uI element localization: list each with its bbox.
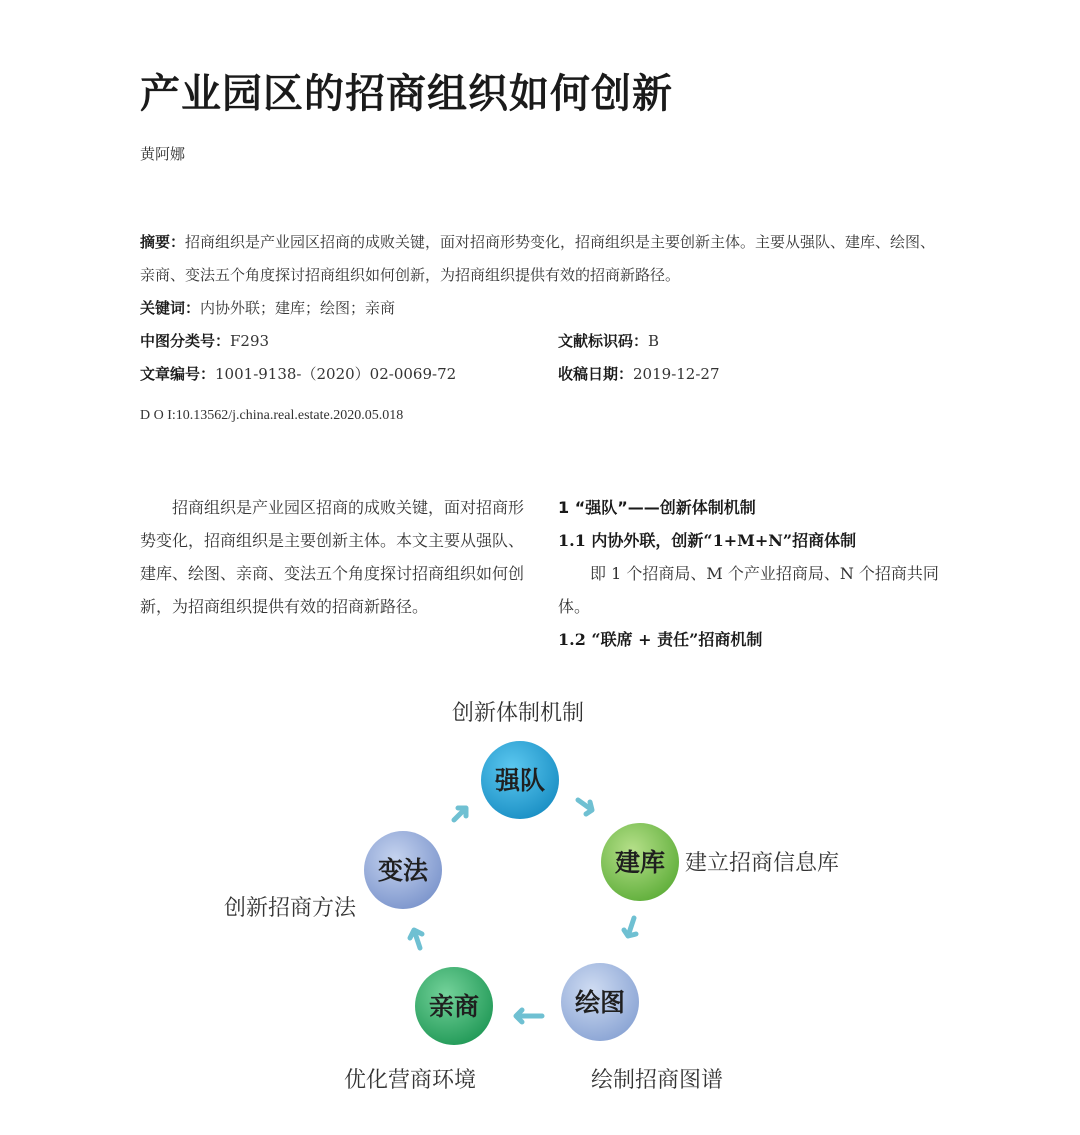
caption-draw-map: 绘制招商图谱 [590, 1068, 724, 1093]
cycle-arrow-icon [624, 918, 636, 936]
subsection-heading-1-1: 1.1 内协外联，创新“1+M+N”招商体制 [558, 531, 857, 550]
intro-paragraph: 招商组织是产业园区招商的成败关键，面对招商形势变化，招商组织是主要创新主体。本文主要从强队、建库、绘图、亲商、变法五个角度探讨招商组织如何创新，为招商组织提供有效的招商新路径。 [140, 498, 525, 616]
received-date-label: 收稿日期： [558, 365, 634, 383]
caption-strong-team: 创新体制机制 [451, 701, 585, 726]
node-label-strong-team: 强队 [494, 766, 546, 795]
classification-value: F293 [230, 332, 270, 350]
cycle-arrow-icon [578, 800, 592, 814]
section-heading-1: 1 “强队”——创新体制机制 [558, 498, 756, 517]
abstract [140, 226, 950, 292]
abstract-text: 招商组织是产业园区招商的成败关键，面对招商形势变化，招商组织是主要创新主体。主要从强队、建库、绘图、亲商、变法五个角度探讨招商组织如何创新，为招商组织提供有效的招商新路径。 [140, 233, 936, 284]
doc-code-value: B [648, 332, 660, 350]
cycle-arrow-icon [454, 808, 466, 820]
right-column [558, 491, 948, 656]
article-number-value: 1001-9138-（2020）02-0069-72 [215, 365, 457, 383]
cycle-diagram [200, 690, 880, 1110]
paragraph-1-1: 即 1 个招商局、M 个产业招商局、N 个招商共同体。 [558, 564, 939, 616]
meta-row-1 [140, 325, 950, 358]
caption-build-database: 建立招商信息库 [685, 851, 840, 876]
subsection-heading-1-2: 1.2 “联席 + 责任”招商机制 [558, 630, 763, 649]
keywords-label: 关键词： [140, 299, 201, 317]
abstract-label: 摘要： [140, 233, 186, 251]
doc-code [558, 325, 659, 358]
article-number [140, 358, 558, 391]
doi: D O I:10.13562/j.china.real.estate.2020.05.018 [140, 408, 404, 423]
node-label-change-methods: 变法 [377, 856, 429, 885]
caption-optimize-environment: 优化营商环境 [343, 1068, 477, 1093]
node-label-draw-map: 绘图 [574, 988, 626, 1017]
meta-row-2 [140, 358, 950, 391]
article-number-label: 文章编号： [140, 365, 216, 383]
doc-code-label: 文献标识码： [558, 332, 649, 350]
cycle-arrow-icon [410, 930, 422, 948]
author-name: 黄阿娜 [140, 145, 186, 163]
node-label-pro-business: 亲商 [428, 992, 480, 1021]
classification-label: 中图分类号： [140, 332, 231, 350]
keywords-value: 内协外联；建库；绘图；亲商 [200, 299, 396, 317]
caption-innovate-methods: 创新招商方法 [223, 896, 357, 921]
article-title: 产业园区的招商组织如何创新 [140, 71, 673, 117]
classification [140, 325, 558, 358]
received-date-value: 2019-12-27 [633, 365, 720, 383]
node-label-build-database: 建库 [614, 848, 666, 877]
abstract-block [140, 226, 950, 391]
received-date [558, 358, 720, 391]
cycle-arrow-icon [516, 1010, 542, 1022]
keywords [140, 292, 950, 325]
